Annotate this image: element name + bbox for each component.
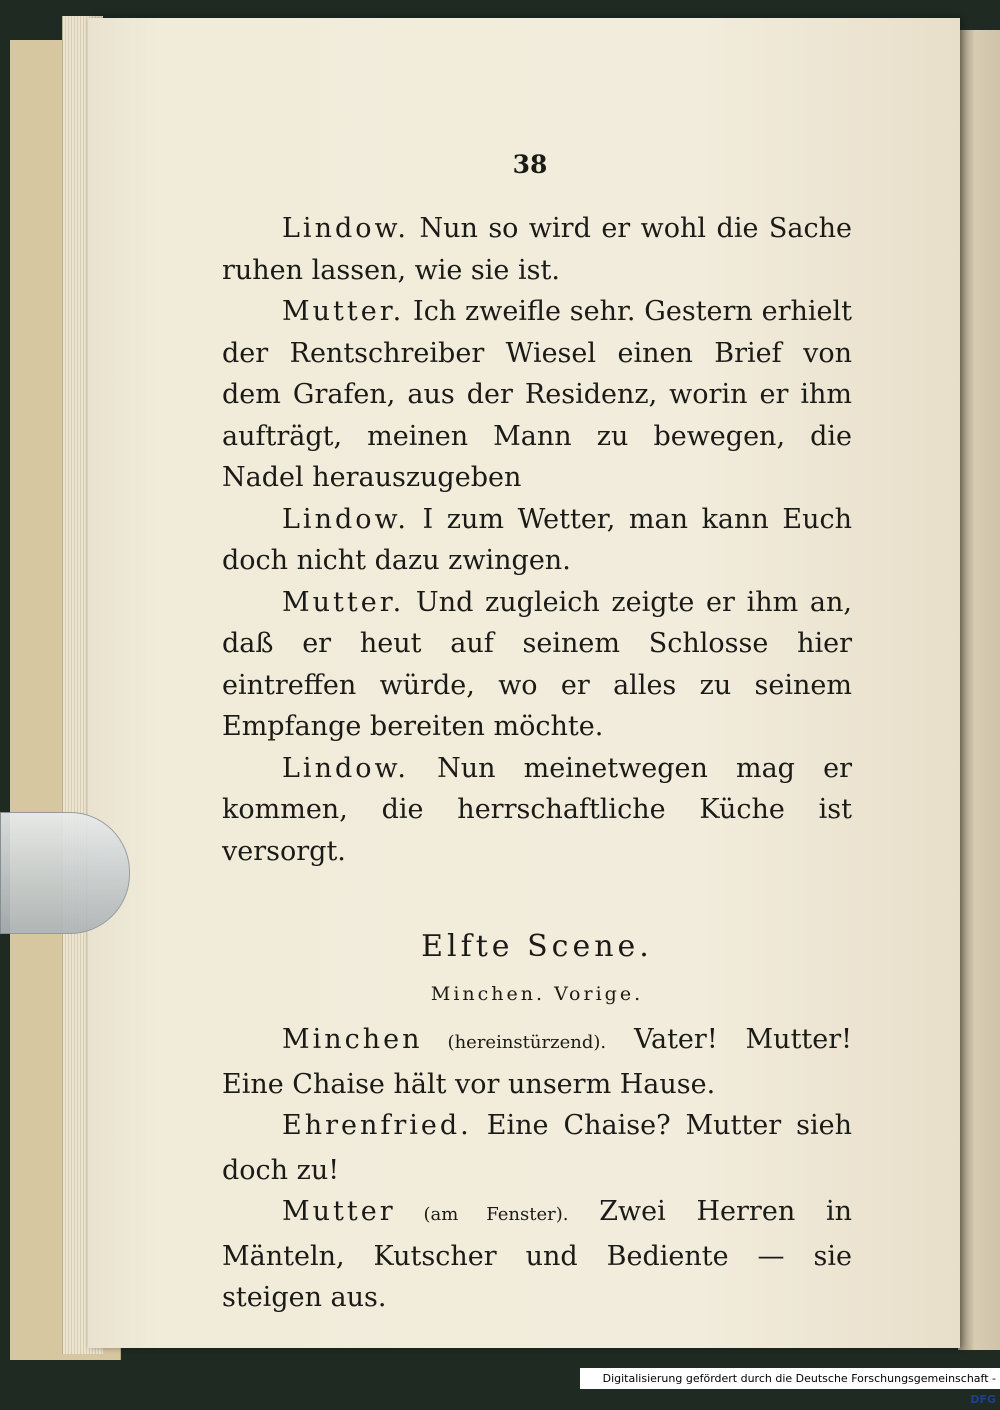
dialogue-paragraph: [222, 1019, 852, 1105]
digitization-footer: [580, 1368, 1000, 1406]
stage-direction: (hereinstürzend).: [422, 1032, 607, 1053]
speaker-name: Lindow.: [282, 213, 409, 244]
speaker-name: Minchen: [282, 1024, 423, 1055]
speaker-name: Ehrenfried.: [282, 1110, 472, 1141]
speaker-name: Lindow.: [282, 503, 409, 535]
footer-credit: Digitalisierung gefördert durch die Deutsche Forschungsgemeinschaft -: [602, 1372, 996, 1385]
dialogue-text: Und zugleich zeigte er ihm an, daß er heut auf seinem Schlosse hier eintreffen würde, wo er alles zu seinem Empfange bereiten möchte.: [222, 586, 852, 742]
facing-page-edge: [958, 30, 1000, 1350]
dialogue-paragraph: [222, 499, 852, 582]
stage-direction: (am Fenster).: [395, 1204, 569, 1225]
dialogue-paragraph: [222, 1105, 852, 1191]
speaker-name: Mutter.: [282, 586, 405, 618]
speaker-name: Mutter.: [282, 296, 405, 327]
dialogue-paragraph: [222, 208, 852, 291]
dialogue-text: I zum Wetter, man kann Euch doch nicht dazu zwingen.: [222, 503, 852, 576]
glass-bookmark-clip: [0, 812, 130, 934]
dialogue-text: Nun meinetwegen mag er kommen, die herrschaftliche Küche ist versorgt.: [222, 752, 852, 867]
dfg-logo: DFG: [970, 1393, 996, 1406]
dialogue-text: Ich zweifle sehr. Gestern erhielt der Rentschreiber Wiesel einen Brief von dem Grafen, aus der Residenz, worin er ihm aufträgt, meinen Mann zu bewegen, die Nadel herauszugeben: [222, 296, 852, 493]
dialogue-text: Eine Chaise? Mutter sieh doch zu!: [222, 1110, 852, 1186]
dialogue-paragraph: [222, 748, 852, 873]
page-number: 38: [512, 150, 548, 179]
dialogue-text: Nun so wird er wohl die Sache ruhen lassen, wie sie ist.: [222, 213, 852, 286]
dialogue-text: Zwei Herren in Mänteln, Kutscher und Bediente — sie steigen aus.: [222, 1196, 852, 1313]
dialogue-paragraph: [222, 1191, 852, 1319]
dialogue-text: Vater! Mutter! Eine Chaise hält vor unserm Hause.: [222, 1024, 852, 1100]
speaker-name: Lindow.: [282, 752, 409, 784]
dialogue-paragraph: [222, 291, 852, 499]
speaker-name: Mutter: [282, 1196, 396, 1227]
scene-cast: Minchen. Vorige.: [430, 982, 644, 1005]
page-text: [222, 208, 852, 1319]
scene-title: Elfte Scene.: [421, 929, 653, 964]
dialogue-paragraph: [222, 582, 852, 748]
